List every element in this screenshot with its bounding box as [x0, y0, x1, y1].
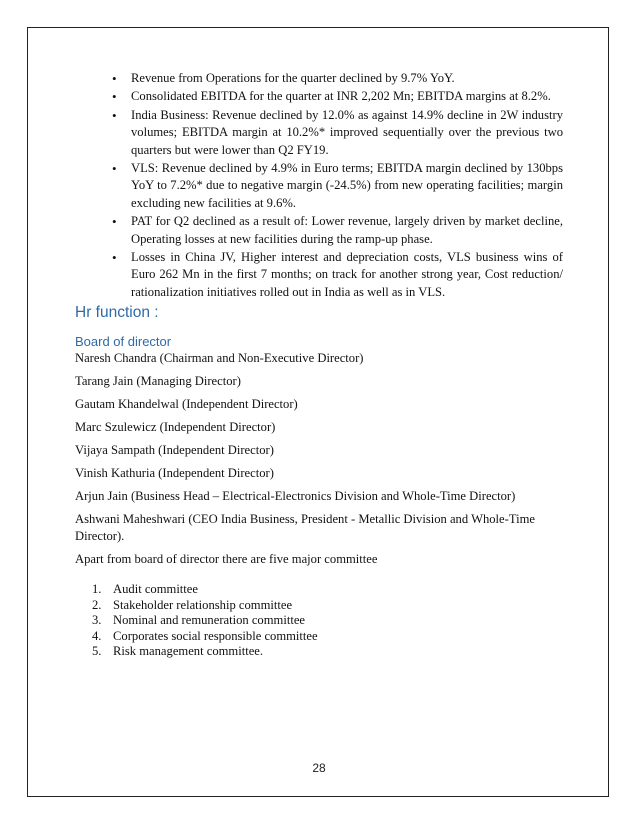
hr-function-heading: Hr function :: [75, 304, 159, 321]
committee-item: [92, 628, 533, 645]
committee-number: 4.: [92, 628, 102, 643]
committee-item: [92, 597, 533, 614]
bullet-item: • Losses in China JV, Higher interest and depreciation costs, VLS business wins of Euro 262 Mn in the first 7 months; on track for another strong year, Cost reduction/ rationalization initiatives rolled out in India as well as in VLS.: [131, 249, 563, 301]
committee-name: Nominal and remuneration committee: [113, 613, 305, 628]
bullet-item: • Consolidated EBITDA for the quarter at INR 2,202 Mn; EBITDA margins at 8.2%.: [131, 88, 563, 105]
committee-number: 2.: [92, 597, 102, 612]
bullet-item: • Revenue from Operations for the quarter declined by 9.7% YoY.: [131, 70, 563, 87]
page-number: 28: [312, 761, 326, 775]
committee-list: [92, 582, 533, 660]
committee-name: Audit committee: [113, 582, 198, 596]
results-bullet-list: [131, 70, 563, 302]
committee-number: 5.: [92, 644, 102, 659]
committee-name: Stakeholder relationship committee: [113, 597, 293, 612]
board-of-director-heading: Board of director: [75, 334, 172, 349]
director-entry: Marc Szulewicz (Independent Director): [75, 420, 276, 434]
director-entry: Tarang Jain (Managing Director): [75, 374, 241, 388]
committee-item: [92, 644, 533, 660]
directors-list: [75, 350, 565, 574]
committee-number: 1.: [92, 582, 102, 596]
committee-number: 3.: [92, 613, 102, 628]
director-entry: Ashwani Maheshwari (CEO India Business, President - Metallic Division and Whole-Time Director).: [75, 512, 535, 543]
bullet-item: • PAT for Q2 declined as a result of: Lower revenue, largely driven by market decline, Operating losses at new facilities during the ramp-up phase.: [131, 213, 563, 248]
director-entry: Gautam Khandelwal (Independent Director): [75, 397, 298, 411]
bullet-item: • India Business: Revenue declined by 12.0% as against 14.9% decline in 2W industry volumes; EBITDA margin at 10.2%* improved sequentially over the previous two quarters but were lower than Q2 FY19.: [131, 107, 563, 159]
director-entry: Arjun Jain (Business Head – Electrical-Electronics Division and Whole-Time Director): [75, 489, 516, 503]
committee-name: Corporates social responsible committee: [113, 628, 318, 643]
committee-item: [92, 613, 533, 629]
director-entry: Vinish Kathuria (Independent Director): [75, 466, 274, 480]
director-entry: Vijaya Sampath (Independent Director): [75, 443, 274, 457]
committee-item: [92, 582, 533, 598]
committee-name: Risk management committee.: [113, 644, 264, 659]
committee-intro: Apart from board of director there are five major committee: [75, 552, 378, 566]
director-entry: Naresh Chandra (Chairman and Non-Executive Director): [75, 351, 364, 365]
bullet-item: • VLS: Revenue declined by 4.9% in Euro terms; EBITDA margin declined by 130bps YoY to 7.2%* due to negative margin (-24.5%) from new operating facilities; margin excluding new facilities at 9.6%.: [131, 160, 563, 212]
